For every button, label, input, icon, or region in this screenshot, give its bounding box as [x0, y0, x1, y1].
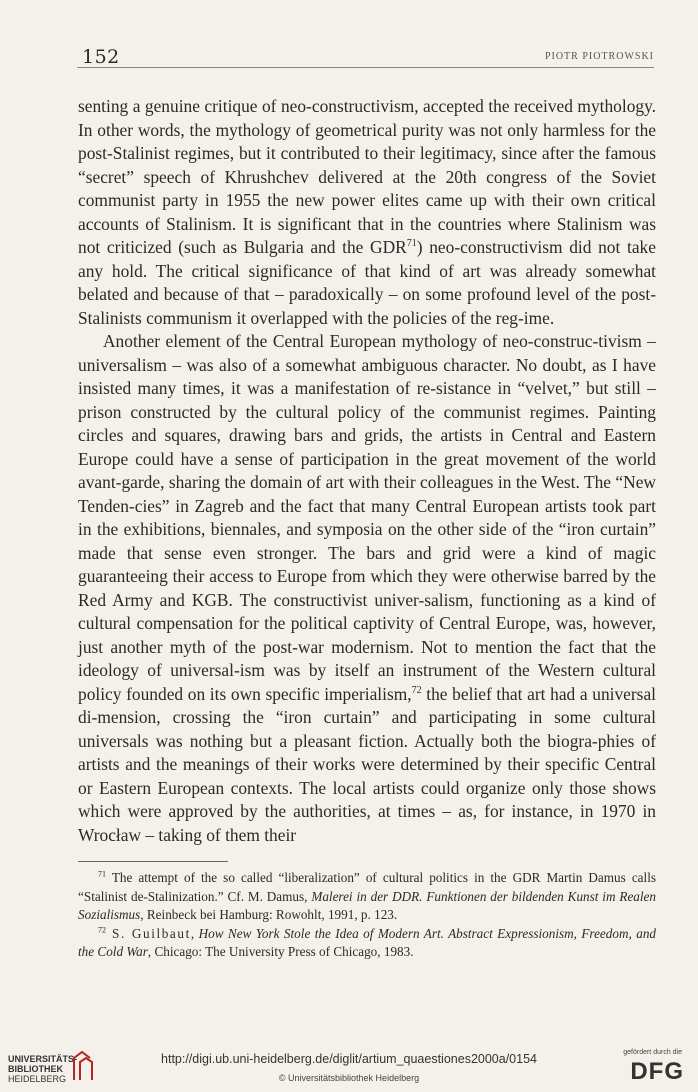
body-text	[78, 95, 656, 847]
digitization-footer	[0, 1040, 698, 1092]
footnote-71: $^{71}$ The attempt of the so called “liberalization” of cultural politics in the GDR Martin Damus calls “Stalinist de-Stalinization.” Cf. M. Damus, Malerei in der DDR. Funktionen der bildenden Kunst im Realen Sozialismus, Reinbeck bei Hamburg: Rowohlt, 1991, p. 123.	[78, 869, 656, 922]
paragraph-2: Another element of the Central European mythology of neo-construc-tivism – universalism – was also of a somewhat ambiguous character. No doubt, as I have insisted many times, it was a manifestation of re-sistance in “velvet,” but still – prison constructed by the cultural policy of the communist regimes. Painting circles and squares, drawing bars and grids, the artists in Central and Eastern Europe could have a sense of participation in the great movement of the world avant-garde, sharing the domain of art with their colleagues in the West. The “New Tenden-cies” in Zagreb and the fact that many Central European artists took part in the exhibitions, biennales, and symposia on the other side of the “iron curtain” made that sense even stronger. The bars and grid were a kind of magic guaranteeing their access to Europe from which they were otherwise barred by the Red Army and KGB. The constructivist univer-salism, functioning as a kind of cultural compensation for the political captivity of Central Europe, was, however, just another myth of the post-war modernism. Not to mention the fact that the ideology of universal-ism was by itself an instrument of the Western cultural policy founded on its own specific imperialism,$^{72}$ the belief that art had a universal di-mension, crossing the “iron curtain” and participating in some cultural universals was nothing but a pleasant fiction. Actually both the biogra-phies of artists and the meanings of their works were determined by their specific Central or Eastern European contexts. The local artists could organize only those shows which were approved by the authorities, at times – as, for instance, in 1970 in Wrocław – taking of them their	[78, 331, 656, 845]
copyright-notice: © Universitätsbibliothek Heidelberg	[278, 1073, 420, 1083]
header-rule	[77, 67, 654, 68]
source-url-link[interactable]: http://digi.ub.uni-heidelberg.de/diglit/artium_quaestiones2000a/0154	[161, 1052, 537, 1066]
library-logo: UNIVERSITÄTS- BIBLIOTHEK HEIDELBERG	[8, 1054, 78, 1084]
funder-caption: gefördert durch die	[623, 1049, 682, 1056]
running-head: PIOTR PIOTROWSKI	[544, 51, 654, 62]
dfg-logo: DFG	[630, 1058, 684, 1085]
paragraph-1: senting a genuine critique of neo-constructivism, accepted the received mythology. In other words, the mythology of geometrical purity was not only harmless for the post-Stalinist regimes, but it contributed to their legitimacy, since after the famous “secret” speech of Khrushchev delivered at the 20th congress of the Soviet communist party in 1955 the new power elites came up with their own critical accounts of Stalinism. It is significant that in the countries where Stalinism was not criticized (such as Bulgaria and the GDR$^{71}$) neo-constructivism did not take any hold. The critical significance of that kind of art was already somewhat belated and because of that – paradoxically – on some profound level of the post-Stalinists communism it overlapped with the policies of the reg-ime.	[78, 96, 656, 328]
footnote-ref-72[interactable]: 72	[411, 684, 422, 696]
page-number: 152	[82, 46, 120, 68]
footnote-ref-71[interactable]: 71	[406, 238, 417, 250]
footnote-72: $^{72}$ S. Guilbaut, How New York Stole the Idea of Modern Art. Abstract Expressionism, Freedom, and the Cold War, Chicago: The University Press of Chicago, 1983.	[78, 925, 657, 959]
footnote-rule	[78, 861, 228, 862]
footnotes	[78, 869, 656, 962]
